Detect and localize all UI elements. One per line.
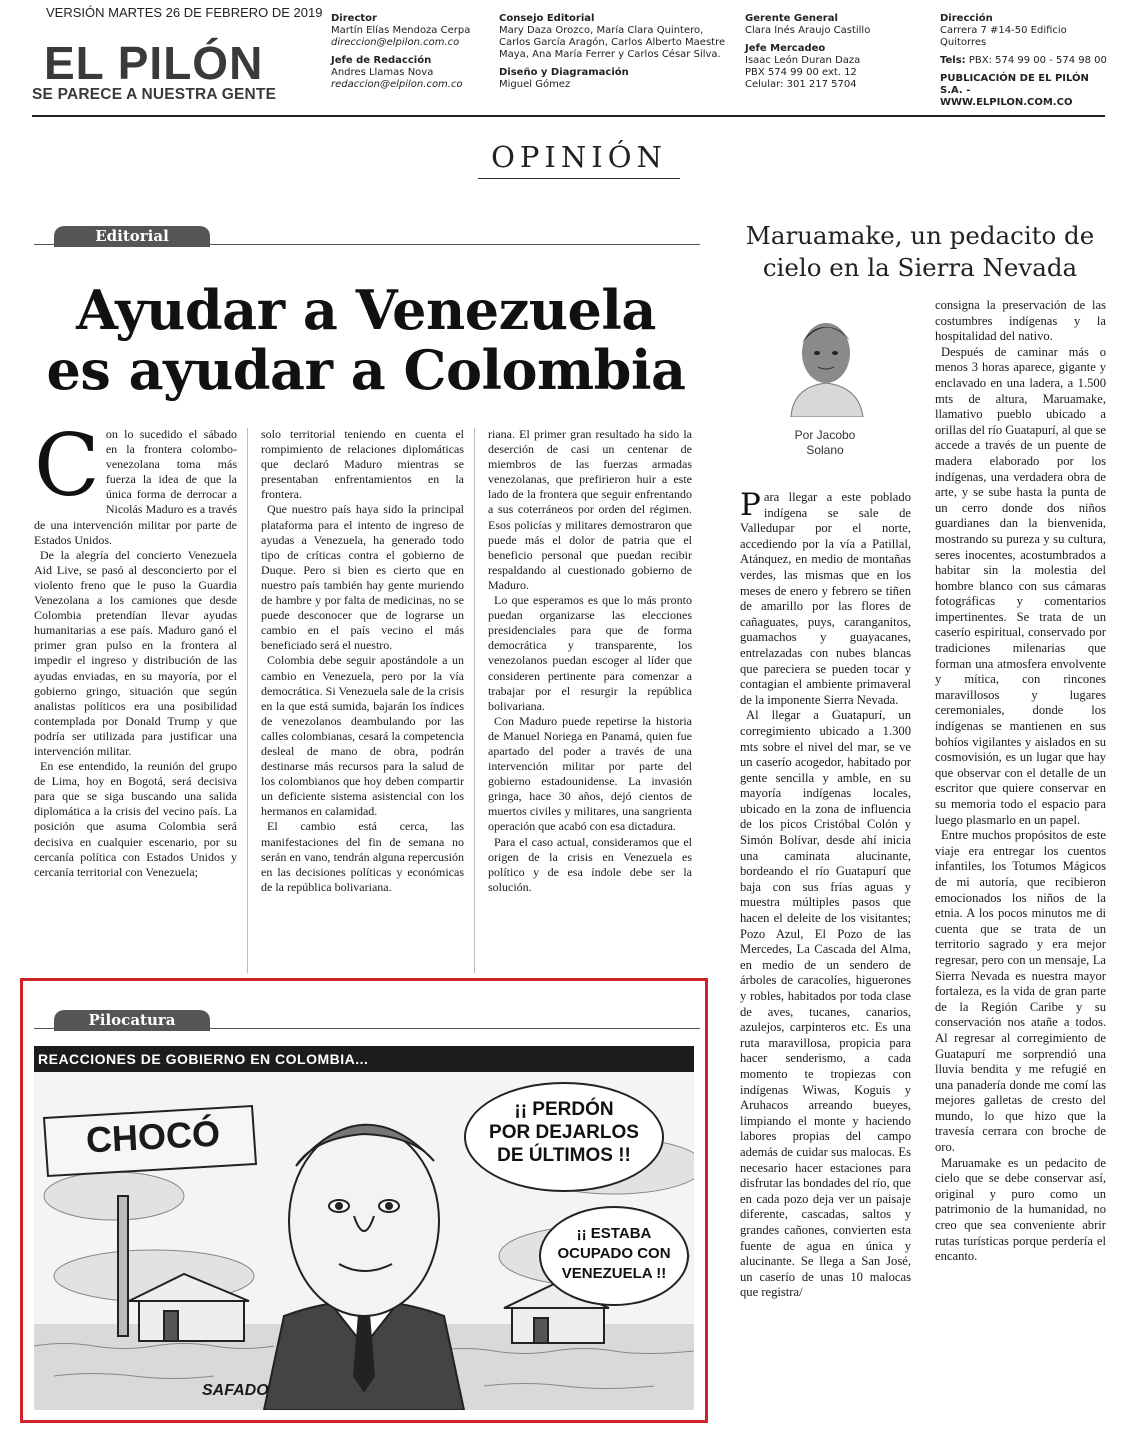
jefe-label: Jefe de Redacción <box>331 55 432 66</box>
headline-line-2: es ayudar a Colombia <box>46 338 686 402</box>
byline-line-2: Solano <box>806 443 844 457</box>
column-title-line-1: Maruamake, un pedacito de <box>745 221 1095 250</box>
diseno-name: Miguel Gómez <box>499 79 571 90</box>
diseno-label: Diseño y Diagramación <box>499 67 629 78</box>
bubble-2-line-2: OCUPADO CON <box>557 1245 671 1262</box>
paragraph: Después de caminar más o menos 3 horas aparece, gigante y enclavado en una ladera, a 1.500 mts de altura, Maruamake, llamativo pueblo ubicado a orillas del río Guatapurí, al que se accede a través de un puente de madera elaborado por los indígenas, una verdadera obra de arte, y se sube hasta la punta de un cerro donde dos niños guardianes dan la bienvenida, mostrando su pureza y su cultura, seres inocentes, acostumbrados a habitar sin la molestia del hombre blanco con sus cámaras fotográficas y comentarios impertinentes. Se trata de un caserío espiritual, conservado por tradiciones milenarias que forman una atmosfera envolvente y mítica, con rincones maravillosos y lugares ceremoniales, donde los indígenas se mantienen en sus bohíos vigilantes y aislados en su cosmovisión, es un lugar que hay que observar con el detalle de un escritor que quiere conservar en su memoria todo el espacio para luego plasmarlo en un papel. <box>935 344 1107 827</box>
newspaper-slogan: SE PARECE A NUESTRA GENTE <box>32 86 277 103</box>
mercadeo-cel: Celular: 301 217 5704 <box>745 79 857 90</box>
mercadeo-pbx: PBX 574 99 00 ext. 12 <box>745 67 857 78</box>
paragraph: Con Maduro puede repetirse la historia de Manuel Noriega en Panamá, quien fue apartado del poder a través de una intervención militar por parte del gobierno estadounidense. La invasión gringa, hace 30 años, dejó cientos de muertos civiles y militares, una sangrienta operación que acabó con esa dictadura. <box>488 713 692 834</box>
masthead-staff-col-2 <box>499 13 729 91</box>
bubble-2-line-3: VENEZUELA !! <box>561 1265 667 1282</box>
consejo-line-3: Maya, Ana María Ferrer y Carlos César Silva. <box>499 49 721 60</box>
sign-text: CHOCÓ <box>84 1112 221 1161</box>
paragraph: ara llegar a este poblado indígena se sale de Valledupar por el norte, accediendo por la vía a Patillal, Atánquez, en medio de montañas verdes, las mismas que en los meses de enero y febrero se tiñen de amarillo por las flores de cañaguates, puys, caranganitos, guamachos y guayacanes, entrelazadas con nubes blancas que pareciera se pueden tocar y contagian el ambiente primaveral de la imponente Sierra Nevada. <box>740 490 911 707</box>
paragraph: consigna la preservación de las costumbres indígenas y la hospitalidad del nativo. <box>935 298 1106 344</box>
column-dropcap: P <box>740 487 761 523</box>
speech-bubble-1 <box>464 1082 664 1192</box>
cartoon-caption-bar: REACCIONES DE GOBIERNO EN COLOMBIA... <box>34 1046 694 1072</box>
editorial-label: Editorial <box>54 226 210 247</box>
paragraph: Que nuestro país haya sido la principal plataforma para el intento de ingreso de ayudas a Venezuela, ha generado todo tipo de críticas contra el gobierno de Duque. Pero si bien es cierto que en nuestro país también hay gente muriendo de hambre y por falta de medicinas, no se puede desconocer que de lograrse un cambio en el país vecino el más beneficiado será el nuestro. <box>261 502 464 653</box>
bubble-1-line-1: ¡¡ PERDÓN <box>514 1099 614 1120</box>
mercadeo-label: Jefe Mercadeo <box>745 43 826 54</box>
paragraph: riana. El primer gran resultado ha sido la deserción de casi un centenar de miembros de las fuerzas armadas venezolanas, que prefirieron huir a este lado de la frontera que seguir enfrentando a sus coterráneos por orden del régimen. Esos policías y militares demostraron que puede más el dolor de patria que el beneficio personal que puedan recibir respaldando al cuestionado gobierno de Maduro. <box>488 427 692 592</box>
director-email[interactable]: direccion@elpilon.com.co <box>331 37 460 48</box>
masthead-divider <box>32 115 1105 117</box>
masthead-staff-col-3 <box>745 13 915 91</box>
paragraph: En ese entendido, la reunión del grupo de Lima, hoy en Bogotá, será decisiva para que se siga buscando una salida diplomática a la crisis del vecino país. La posición que asuma Colombia será decisiva en cualquier escenario, por su cercanía política con Estados Unidos y cercanía territorial con Venezuela; <box>34 759 237 879</box>
speech-bubble-2 <box>539 1206 689 1306</box>
cartoonist-signature: SAFADO <box>202 1382 269 1399</box>
editorial-column-1 <box>34 416 237 880</box>
consejo-label: Consejo Editorial <box>499 13 595 24</box>
newspaper-logo[interactable]: EL PILÓN <box>44 37 264 89</box>
director-name: Martín Elías Mendoza Cerpa <box>331 25 471 36</box>
jefe-email[interactable]: redaccion@elpilon.com.co <box>331 79 463 90</box>
edition-date: VERSIÓN MARTES 26 DE FEBRERO DE 2019 <box>46 5 323 20</box>
column-title-line-2: cielo en la Sierra Nevada <box>762 253 1078 282</box>
tels-label: Tels: <box>940 55 966 66</box>
masthead-staff-col-1 <box>331 13 491 91</box>
jefe-name: Andres Llamas Nova <box>331 67 434 78</box>
tels-value: PBX: 574 99 00 - 574 98 00 <box>968 55 1107 66</box>
editorial-dropcap: C <box>34 416 100 516</box>
column-title[interactable] <box>735 220 1105 284</box>
paragraph: on lo sucedido el sábado en la frontera colombo-venezolana toma más fuerza la idea de que la única forma de derrocar a Nicolás Maduro es a través de una intervención militar por parte de Estados Unidos. <box>34 427 237 547</box>
editorial-label-bar <box>34 226 700 248</box>
direccion-label: Dirección <box>940 13 993 24</box>
column-separator <box>474 428 475 973</box>
section-title: OPINIÓN <box>491 140 667 174</box>
consejo-line-1: Mary Daza Orozco, María Clara Quintero, <box>499 25 704 36</box>
paragraph: Maruamake es un pedacito de cielo que se debe conservar así, original y puro como un patrimonio de la humanidad, no creo que sea conveniente abrir rutas turísticas porque perdería el encanto. <box>935 1155 1106 1264</box>
mercadeo-name: Isaac León Duran Daza <box>745 55 861 66</box>
paragraph: solo territorial teniendo en cuenta el rompimiento de relaciones diplomáticas que declaró Maduro mientras se presentaban enfrentamientos en la frontera. <box>261 427 464 502</box>
consejo-line-2: Carlos García Aragón, Carlos Alberto Maestre <box>499 37 726 48</box>
paragraph: Colombia debe seguir apostándole a un cambio en Venezuela, pero por la vía democrática. Si Venezuela sale de la crisis en la que está sumida, bajarán los índices de venezolanos deambulando por las calles colombianas, cesará la competencia desleal de mano de obra, podrán destinarse más recursos para la salud de los colombianos que hoy deben compartir un deficiente sistema asistencial con los hermanos en calamidad. <box>261 653 464 819</box>
publication-line-1: PUBLICACIÓN DE EL PILÓN S.A. - <box>940 73 1089 96</box>
pilocatura-label: Pilocatura <box>54 1010 210 1031</box>
gerente-label: Gerente General <box>745 13 838 24</box>
paragraph: Al llegar a Guatapurí, un corregimiento ubicado a 1.300 mts sobre el nivel del mar, se ve un caserío acogedor, habitado por gente sencilla y amble, en su mayoría indígenas locales, ubicado en la zona de influencia de los picos Cristóbal Colón y Simón Bolívar, desde ahí inicia una caminata alucinante, bordeando el río Guatapurí que baja con sus frías aguas y muestra múltiples pasos que hacen el deleite de los visitantes; Pozo Azul, El Pozo de las Mercedes, La Cascada del Alma, en medio de un sendero de árboles de caracolíes, higuerones y robles, habitados por toda clase de aves, tucanes, canarios, azulejos, carpinteros etc. Es una ruta maravillosa, propicia para hacer senderismo, a cada momento te tropiezas con indígenas Wiwas, Koguis y Aruhacos arreando bueyes, limpiando el monte y haciendo labores propias del campo además de cuidar sus malocas. Es necesario hacer estaciones para disfrutar las bondades del río, que en cada pozo deja ver un paisaje diferente, cascadas, saltos y grandes cañones, convierten esta fuente de agua en única y alucinante. Se llega a San José, un caserío de unas 10 malocas que registra/ <box>740 708 911 1300</box>
editorial-column-2 <box>261 427 464 895</box>
section-underline <box>478 178 680 179</box>
headline-line-1: Ayudar a Venezuela <box>76 278 656 342</box>
column-byline <box>775 428 875 458</box>
bubble-1-line-3: DE ÚLTIMOS !! <box>497 1145 631 1166</box>
bubble-1-line-2: POR DEJARLOS <box>489 1122 639 1143</box>
byline-line-1: Por Jacobo <box>794 428 856 442</box>
author-photo <box>783 305 869 417</box>
paragraph: De la alegría del concierto Venezuela Aid Live, se pasó al desconcierto por el violento freno que le puso la Guardia Venezolana a los camiones que desde Colombia pretendían llevar ayudas humanitarias a ese país. Maduro ganó el primer gran pulso en la frontera al impedir el ingreso y distribución de las ayudas enviadas, en su mayoría, por el gobierno gringo, situación que según analistas políticos era una posibilidad contemplada por Donald Trump y que podría ser utilizada para justificar una intervención militar. <box>34 547 237 758</box>
column-text-left <box>740 487 911 1301</box>
paragraph: Lo que esperamos es que lo más pronto puedan organizarse las elecciones presidenciales para que de forma democrática y transparente, los venezolanos puedan escoger al líder que consideren pertinente para comenzar a trabajar por el resurgir la república bolivariana. <box>488 593 692 713</box>
editorial-headline[interactable] <box>36 280 696 400</box>
paragraph: El cambio está cerca, las manifestaciones del fin de semana no serán en vano, tendrán alguna repercusión en las decisiones políticas y económicas de la república bolivariana. <box>261 819 464 894</box>
column-separator <box>247 428 248 973</box>
website-link[interactable]: WWW.ELPILON.COM.CO <box>940 97 1073 108</box>
paragraph: Para el caso actual, consideramos que el origen de la crisis en Venezuela es político y de esa índole debe ser la solución. <box>488 834 692 894</box>
bubble-2-line-1: ¡¡ ESTABA <box>576 1225 652 1242</box>
editorial-column-3 <box>488 427 692 895</box>
paragraph: Entre muchos propósitos de este viaje era entregar los cuentos infantiles, los Totumos Mágicos de mi autoría, que recibieron emocionados los niños de la etnia. A los pocos minutos me di cuenta que se trata de un territorio sagrado y era mejor regresar, pero con un mensaje, La Sierra Nevada es nuestra mayor fortaleza, es la vida de gran parte de la Región Caribe y su conservación nos atañe a todos. Al regresar al corregimiento de Guatapurí me sorprendió una lluvia bendita y me refugié en una panadería donde me comí las mejores galletas de cresto del mundo, lo que hizo que la travesía cerrara con broche de oro. <box>935 828 1106 1155</box>
director-label: Director <box>331 13 377 24</box>
caricature-man <box>264 1125 464 1410</box>
column-text-right <box>935 298 1106 1265</box>
political-cartoon[interactable] <box>34 1046 694 1410</box>
pilocatura-label-bar <box>34 1010 700 1032</box>
masthead-address-col <box>940 13 1110 109</box>
gerente-name: Clara Inés Araujo Castillo <box>745 25 871 36</box>
direccion-address: Carrera 7 #14-50 Edificio Quitorres <box>940 25 1067 48</box>
